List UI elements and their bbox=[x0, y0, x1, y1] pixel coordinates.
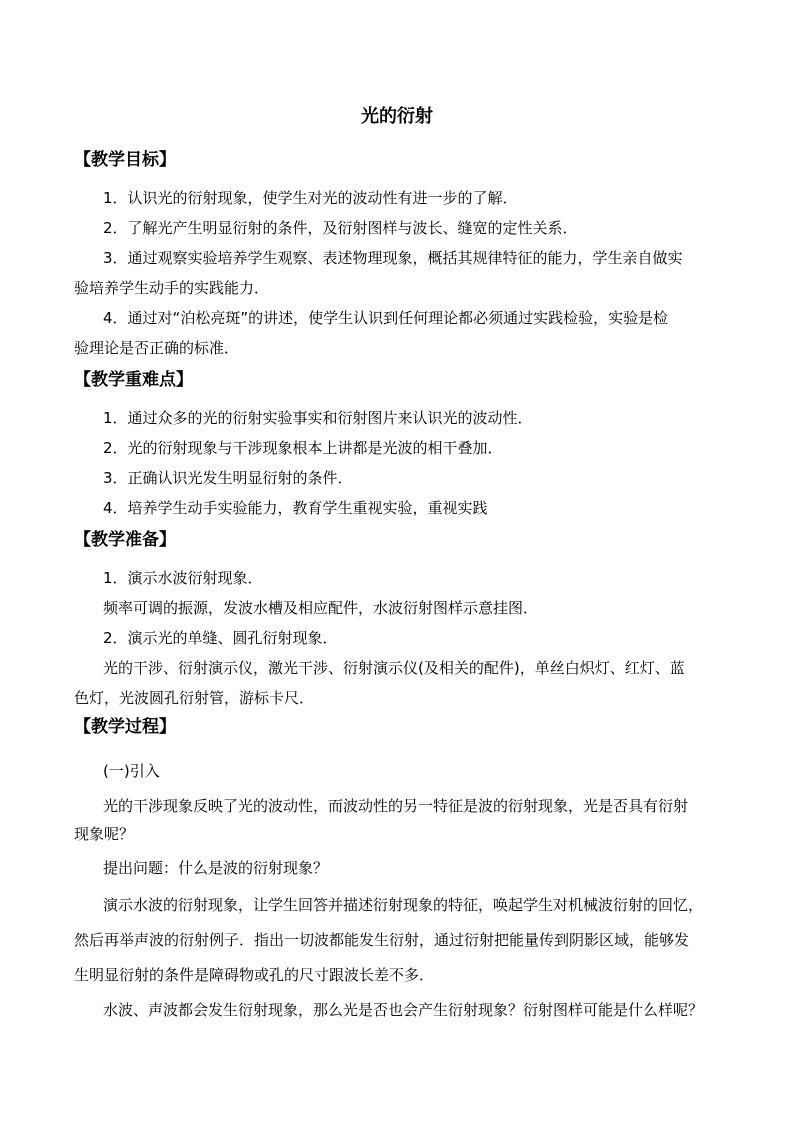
goals-line-1: 1．认识光的衍射现象，使学生对光的波动性有进一步的了解． bbox=[103, 189, 518, 207]
process-line-2: 光的干涉现象反映了光的波动性，而波动性的另一特征是波的衍射现象，光是否具有衍射 bbox=[103, 797, 689, 815]
goals-line-3: 3．通过观察实验培养学生观察、表述物理现象，概括其规律特征的能力，学生亲自做实 bbox=[103, 249, 683, 267]
process-line-5: 演示水波的衍射现象，让学生回答并描述衍射现象的特征，唤起学生对机械波衍射的回忆， bbox=[103, 896, 704, 914]
process-line-8: 水波、声波都会发生衍射现象，那么光是否也会产生衍射现象？衍射图样可能是什么样呢？ bbox=[103, 1001, 704, 1019]
key-points-line-1: 1．通过众多的光的衍射实验事实和衍射图片来认识光的波动性． bbox=[103, 409, 533, 427]
key-points-line-3: 3．正确认识光发生明显衍射的条件． bbox=[103, 469, 353, 487]
process-line-7: 生明显衍射的条件是障碍物或孔的尺寸跟波长差不多． bbox=[74, 966, 435, 984]
document-title: 光的衍射 bbox=[361, 106, 433, 127]
process-line-3: 现象呢？ bbox=[74, 825, 135, 843]
goals-line-6: 验理论是否正确的标准． bbox=[74, 339, 240, 357]
preparation-line-2: 频率可调的振源，发波水槽及相应配件，水波衍射图样示意挂图． bbox=[103, 599, 539, 617]
preparation-line-5: 色灯，光波圆孔衍射管，游标卡尺． bbox=[74, 689, 315, 707]
process-line-4: 提出问题：什么是波的衍射现象？ bbox=[103, 859, 329, 877]
goals-line-5: 4．通过对“泊松亮斑”的讲述，使学生认识到任何理论都必须通过实践检验，实验是检 bbox=[103, 309, 669, 327]
goals-line-4: 验培养学生动手的实践能力． bbox=[74, 279, 270, 297]
preparation-line-1: 1．演示水波衍射现象． bbox=[103, 569, 263, 587]
key-points-line-2: 2．光的衍射现象与干涉现象根本上讲都是光波的相干叠加． bbox=[103, 439, 503, 457]
process-line-1: (一)引入 bbox=[103, 762, 160, 780]
section-heading-key-points: 【教学重难点】 bbox=[74, 370, 193, 390]
process-line-6: 然后再举声波的衍射例子．指出一切波都能发生衍射，通过衍射把能量传到阴影区域，能够发 bbox=[74, 931, 690, 949]
section-heading-process: 【教学过程】 bbox=[74, 717, 176, 737]
key-points-line-4: 4．培养学生动手实验能力，教育学生重视实验，重视实践 bbox=[103, 499, 488, 517]
preparation-line-4: 光的干涉、衍射演示仪，激光干涉、衍射演示仪(及相关的配件)，单丝白炽灯、红灯、蓝 bbox=[103, 659, 685, 677]
section-heading-preparation: 【教学准备】 bbox=[74, 530, 176, 550]
section-heading-goals: 【教学目标】 bbox=[74, 150, 176, 170]
preparation-line-3: 2．演示光的单缝、圆孔衍射现象． bbox=[103, 629, 338, 647]
goals-line-2: 2．了解光产生明显衍射的条件，及衍射图样与波长、缝宽的定性关系． bbox=[103, 219, 578, 237]
